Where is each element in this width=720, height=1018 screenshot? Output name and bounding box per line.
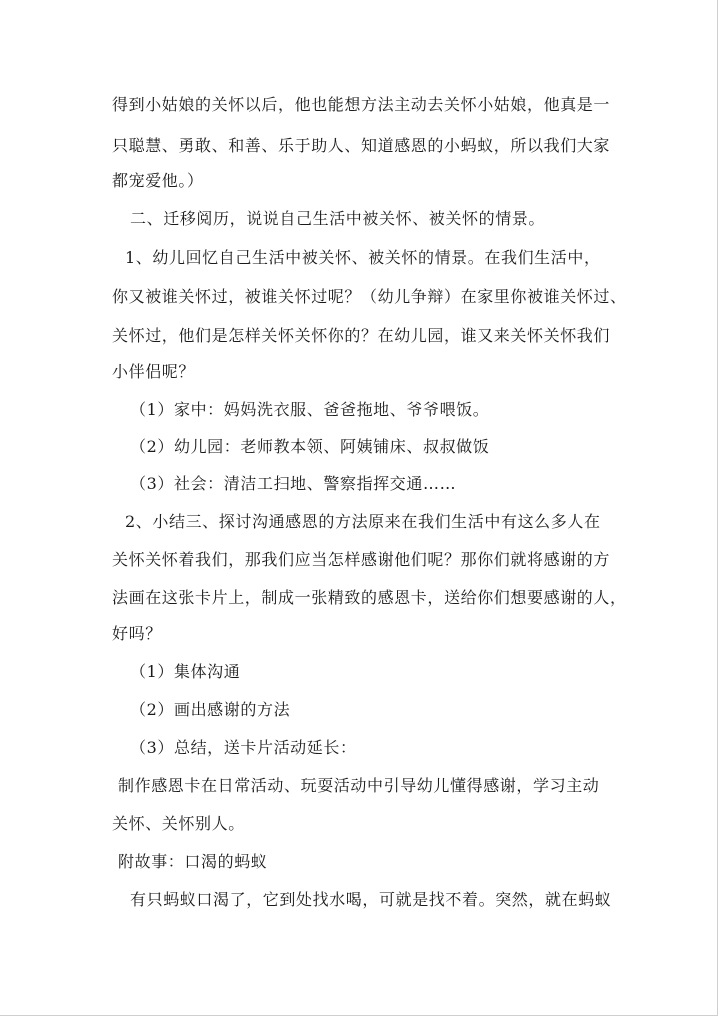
text-line: 关怀、关怀别人。 (112, 814, 245, 833)
list-item: （1）家中：妈妈洗衣服、爸爸拖地、爷爷喂饭。 (130, 400, 490, 419)
section-heading: 二、迁移阅历，说说自己生活中被关怀、被关怀的情景。 (130, 209, 546, 228)
story-title: 附故事：口渴的蚂蚁 (118, 852, 268, 871)
text-line: 关怀过，他们是怎样关怀关怀你的？在幼儿园，谁又来关怀关怀我们 (112, 326, 611, 345)
text-line: 你又被谁关怀过，被谁关怀过呢？（幼儿争辩）在家里你被谁关怀过、 (112, 287, 627, 306)
list-item: （3）社会：清洁工扫地、警察指挥交通…… (130, 474, 457, 493)
list-item: （1）集体沟通 (130, 662, 241, 681)
text-line: 只聪慧、勇敢、和善、乐于助人、知道感恩的小蚂蚁，所以我们大家 (112, 136, 611, 155)
text-line: 法画在这张卡片上，制成一张精致的感恩卡，送给你们想要感谢的人， (112, 588, 627, 607)
list-item: （2）画出感谢的方法 (130, 700, 291, 719)
text-line: 好吗？ (112, 624, 162, 643)
text-line: 关怀关怀着我们，那我们应当怎样感谢他们呢？那你们就将感谢的方 (112, 550, 611, 569)
text-line: 都宠爱他。） (112, 171, 204, 190)
text-line: 得到小姑娘的关怀以后，他也能想方法主动去关怀小姑娘，他真是一 (112, 95, 611, 114)
text-line: 1、幼儿回忆自己生活中被关怀、被关怀的情景。在我们生活中， (125, 248, 601, 267)
list-item: （2）幼儿园：老师教本领、阿姨铺床、叔叔做饭 (130, 437, 490, 456)
text-line: 有只蚂蚁口渴了，它到处找水喝，可就是找不着。突然，就在蚂蚁 (130, 890, 612, 909)
text-line: 2、小结三、探讨沟通感恩的方法原来在我们生活中有这么多人在 (125, 512, 601, 531)
text-line: 小伴侣呢？ (112, 362, 196, 381)
text-line: 制作感恩卡在日常活动、玩耍活动中引导幼儿懂得感谢，学习主动 (118, 776, 600, 795)
list-item: （3）总结，送卡片活动延长： (130, 738, 357, 757)
